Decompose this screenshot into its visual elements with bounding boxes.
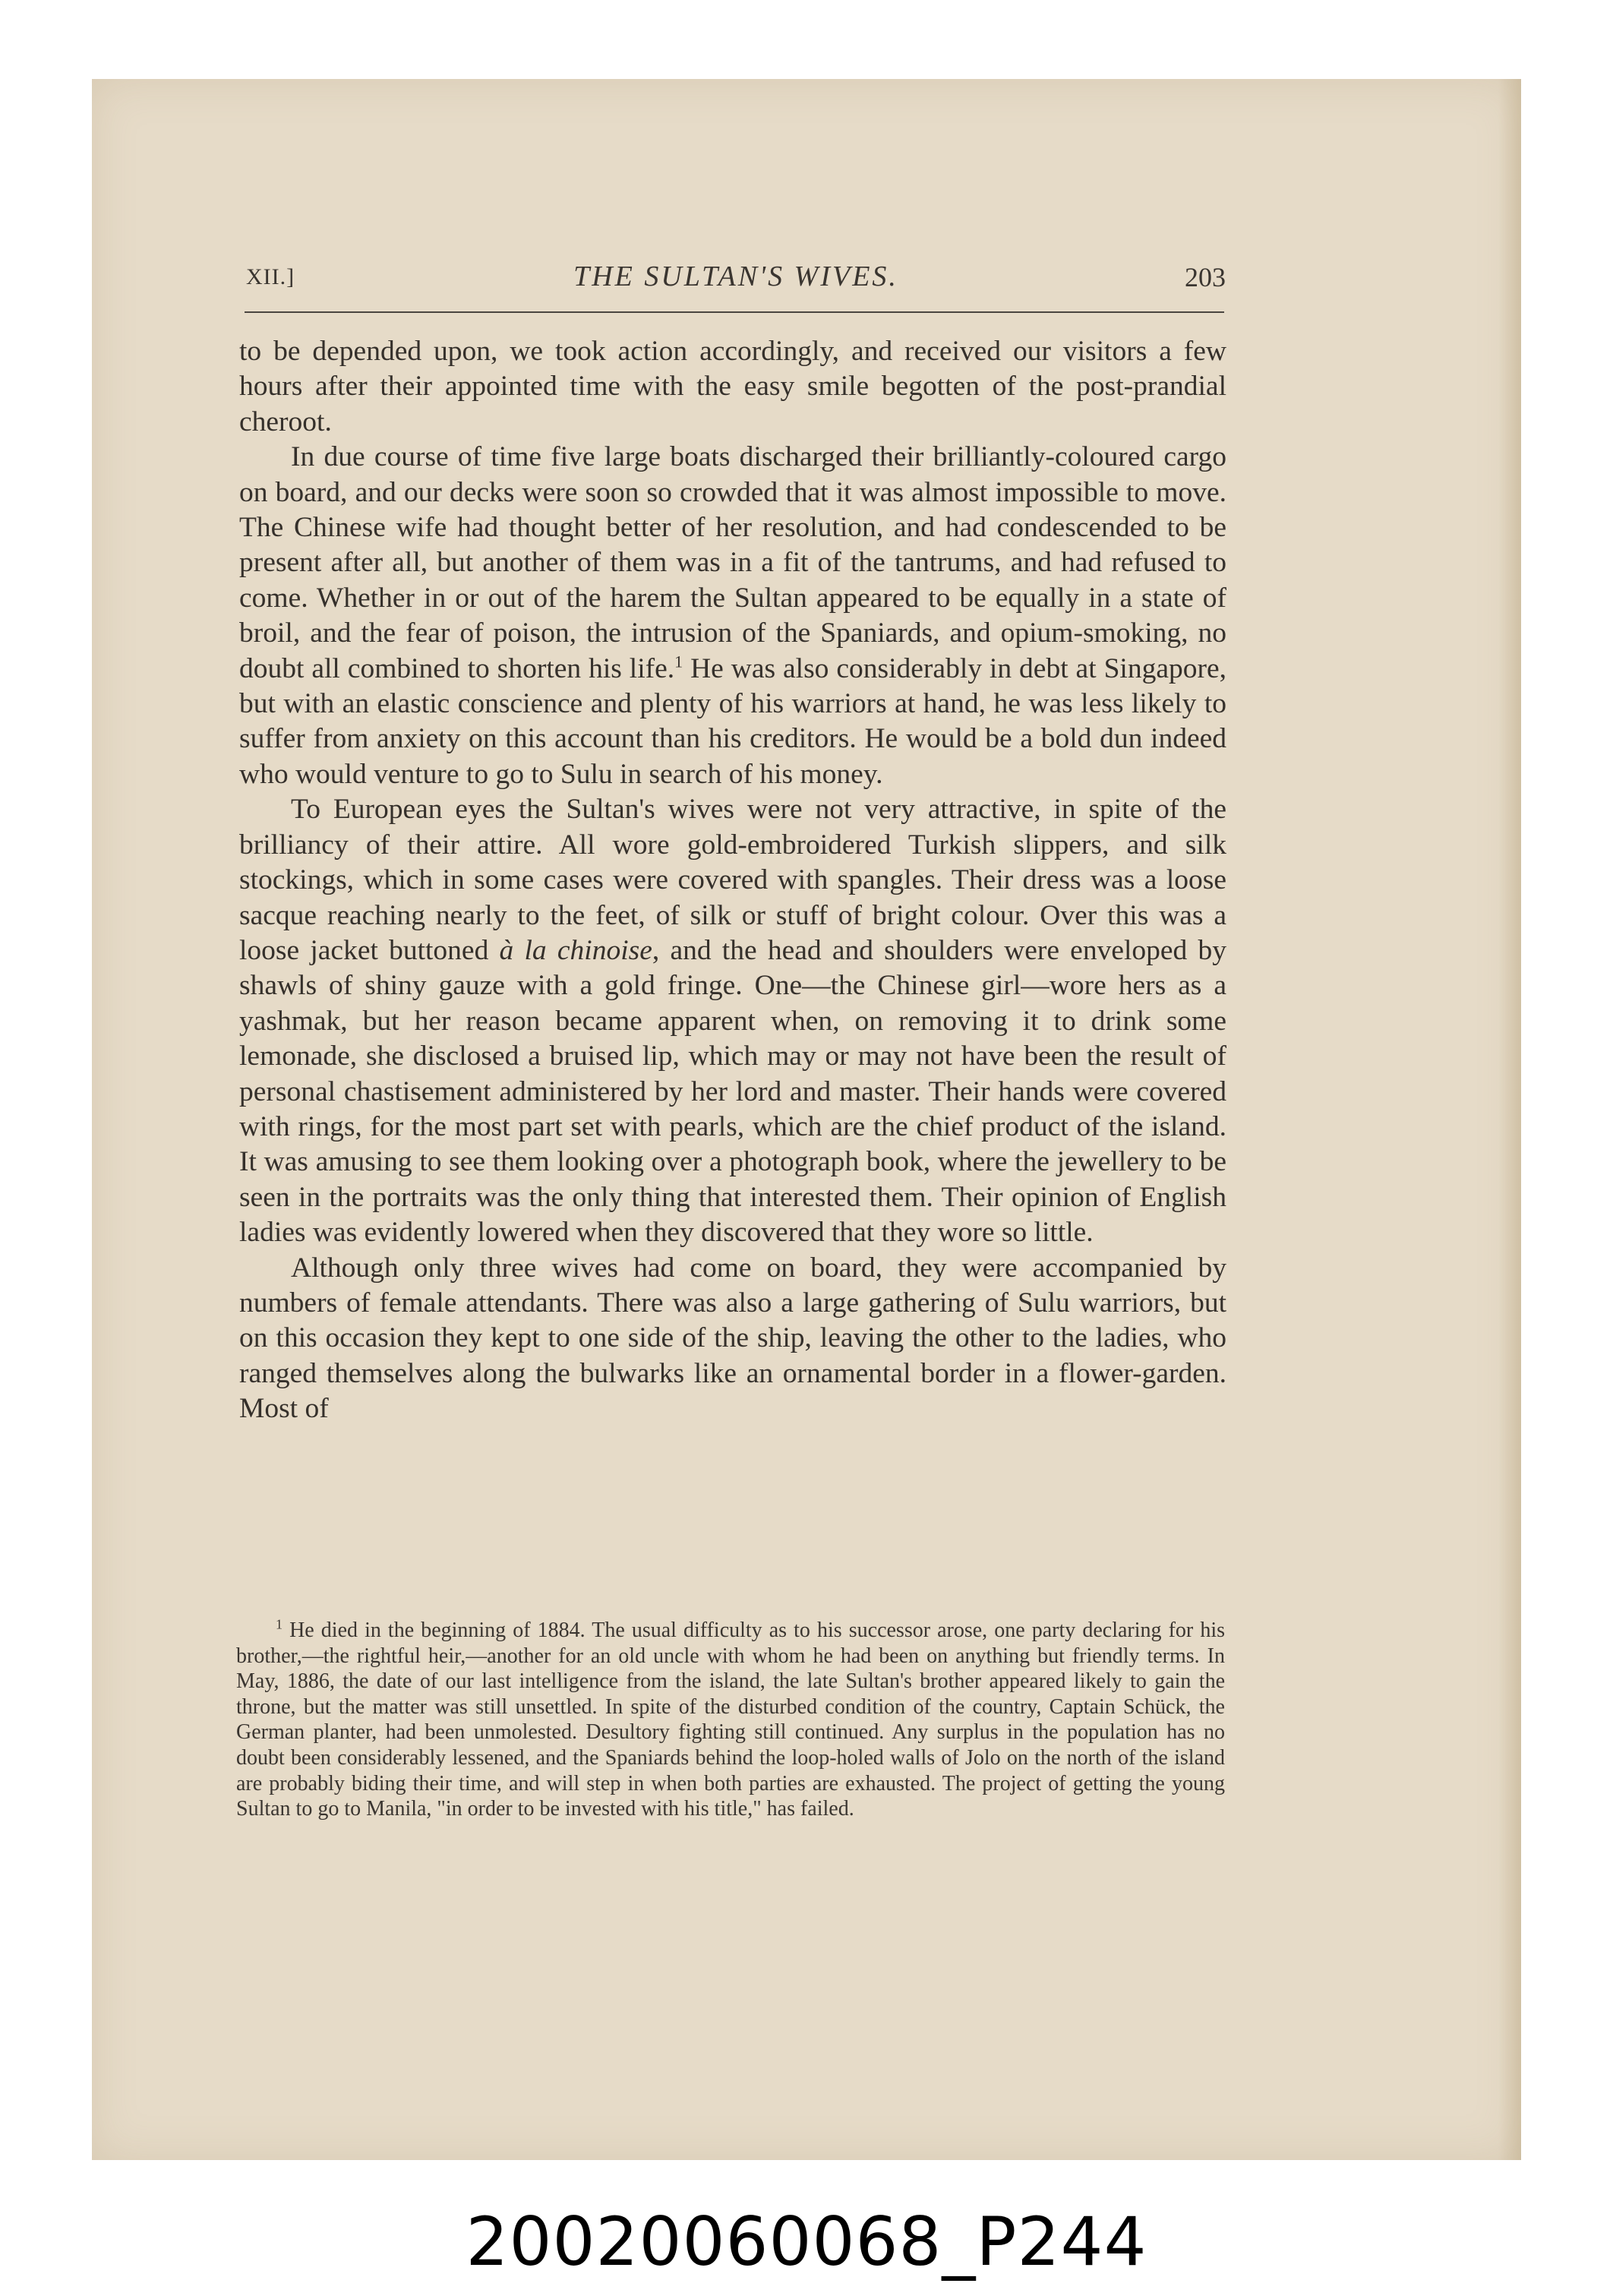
text-run: In due course of time five large boats discharged their brilliantly-coloured cargo on board, and our decks were soon so crowded that it was almost impossible to move. The Chinese wife had thought better of her resolution, and had condescended to be present after all, but another of them was in a fit of the tantrums, and had refused to come. Whether in or out of the harem the Sultan appeared to be equally in a state of broil, and the fear of poison, the intrusion of the Spaniards, and opium-smoking, no doubt all combined to shorten his life. (239, 441, 1226, 684)
body-paragraph (239, 334, 1226, 440)
running-head (246, 258, 1226, 304)
footnote-text: He died in the beginning of 1884. The usual difficulty as to his successor arose, one party declaring for his brother,—the rightful heir,—another for an old uncle with whom he had been on anything but friendly terms. In May, 1886, the date of our last intelligence from the island, the late Sultan's brother appeared likely to gain the throne, but the matter was still unsettled. In spite of the disturbed condition of the country, Captain Schück, the German planter, had been unmolested. Desultory fighting still continued. Any surplus in the population has no doubt been considerably lessened, and the Spaniards behind the loop-holed walls of Jolo on the north of the island are probably biding their time, and will step in when both parties are exhausted. The project of getting the young Sultan to go to Manila, "in order to be invested with his title," has failed. (236, 1619, 1225, 1821)
body-paragraph (239, 1251, 1226, 1427)
body-text (239, 334, 1226, 1427)
body-paragraph (239, 440, 1226, 792)
footnote-marker: 1 (276, 1616, 283, 1632)
italic-phrase: à la chinoise (499, 934, 652, 966)
text-run: Although only three wives had come on board, they were accompanied by numbers of female attendants. There was also a large gathering of Sulu warriors, but on this occasion they kept to one side of the ship, leaving the other to the ladies, who ranged themselves along the bulwarks like an ornamental border in a flower-garden. Most of (239, 1252, 1226, 1425)
header-rule (245, 311, 1224, 313)
text-run: to be depended upon, we took action accordingly, and received our visitors a few hours after their appointed time with the easy smile begotten of the post-prandial cheroot. (239, 336, 1226, 437)
text-run: He was also considerably in debt at Singapore, but with an elastic conscience and plenty of his warriors at hand, he was less likely to suffer from anxiety on this account than his creditors. He would be a bold dun indeed who would venture to go to Sulu in search of his money. (239, 652, 1226, 790)
footnote-reference: 1 (674, 652, 683, 671)
body-paragraph (239, 792, 1226, 1250)
running-title: THE SULTAN'S WIVES. (573, 261, 898, 292)
text-run: , and the head and shoulders were enveloped by shawls of shiny gauze with a gold fringe. One—the Chinese girl—wore hers as a yashmak, but her reason became apparent when, on removing it to drink some lemonade, she disclosed a bruised lip, which may or may not have been the result of personal chastisement administered by her lord and master. Their hands were covered with rings, for the most part set with pearls, which are the chief product of the island. It was amusing to see them looking over a photograph book, where the jewellery to be seen in the portraits was the only thing that interested them. Their opinion of English ladies was evidently lowered when they discovered that they wore so little. (239, 934, 1226, 1249)
text-run: To European eyes the Sultan's wives were not very attractive, in spite of the brilliancy of their attire. All wore gold-embroidered Turkish slippers, and silk stockings, which in some cases were covered with spangles. Their dress was a loose sacque reaching nearly to the feet, of silk or stuff of bright colour. Over this was a loose jacket buttoned (239, 794, 1226, 966)
page-number: 203 (1185, 262, 1226, 292)
chapter-number: XII.] (246, 264, 295, 289)
footnote-paragraph (236, 1618, 1225, 1822)
catalog-id-label: 20020060068_P244 (466, 2203, 1147, 2281)
footnote (236, 1618, 1225, 1822)
